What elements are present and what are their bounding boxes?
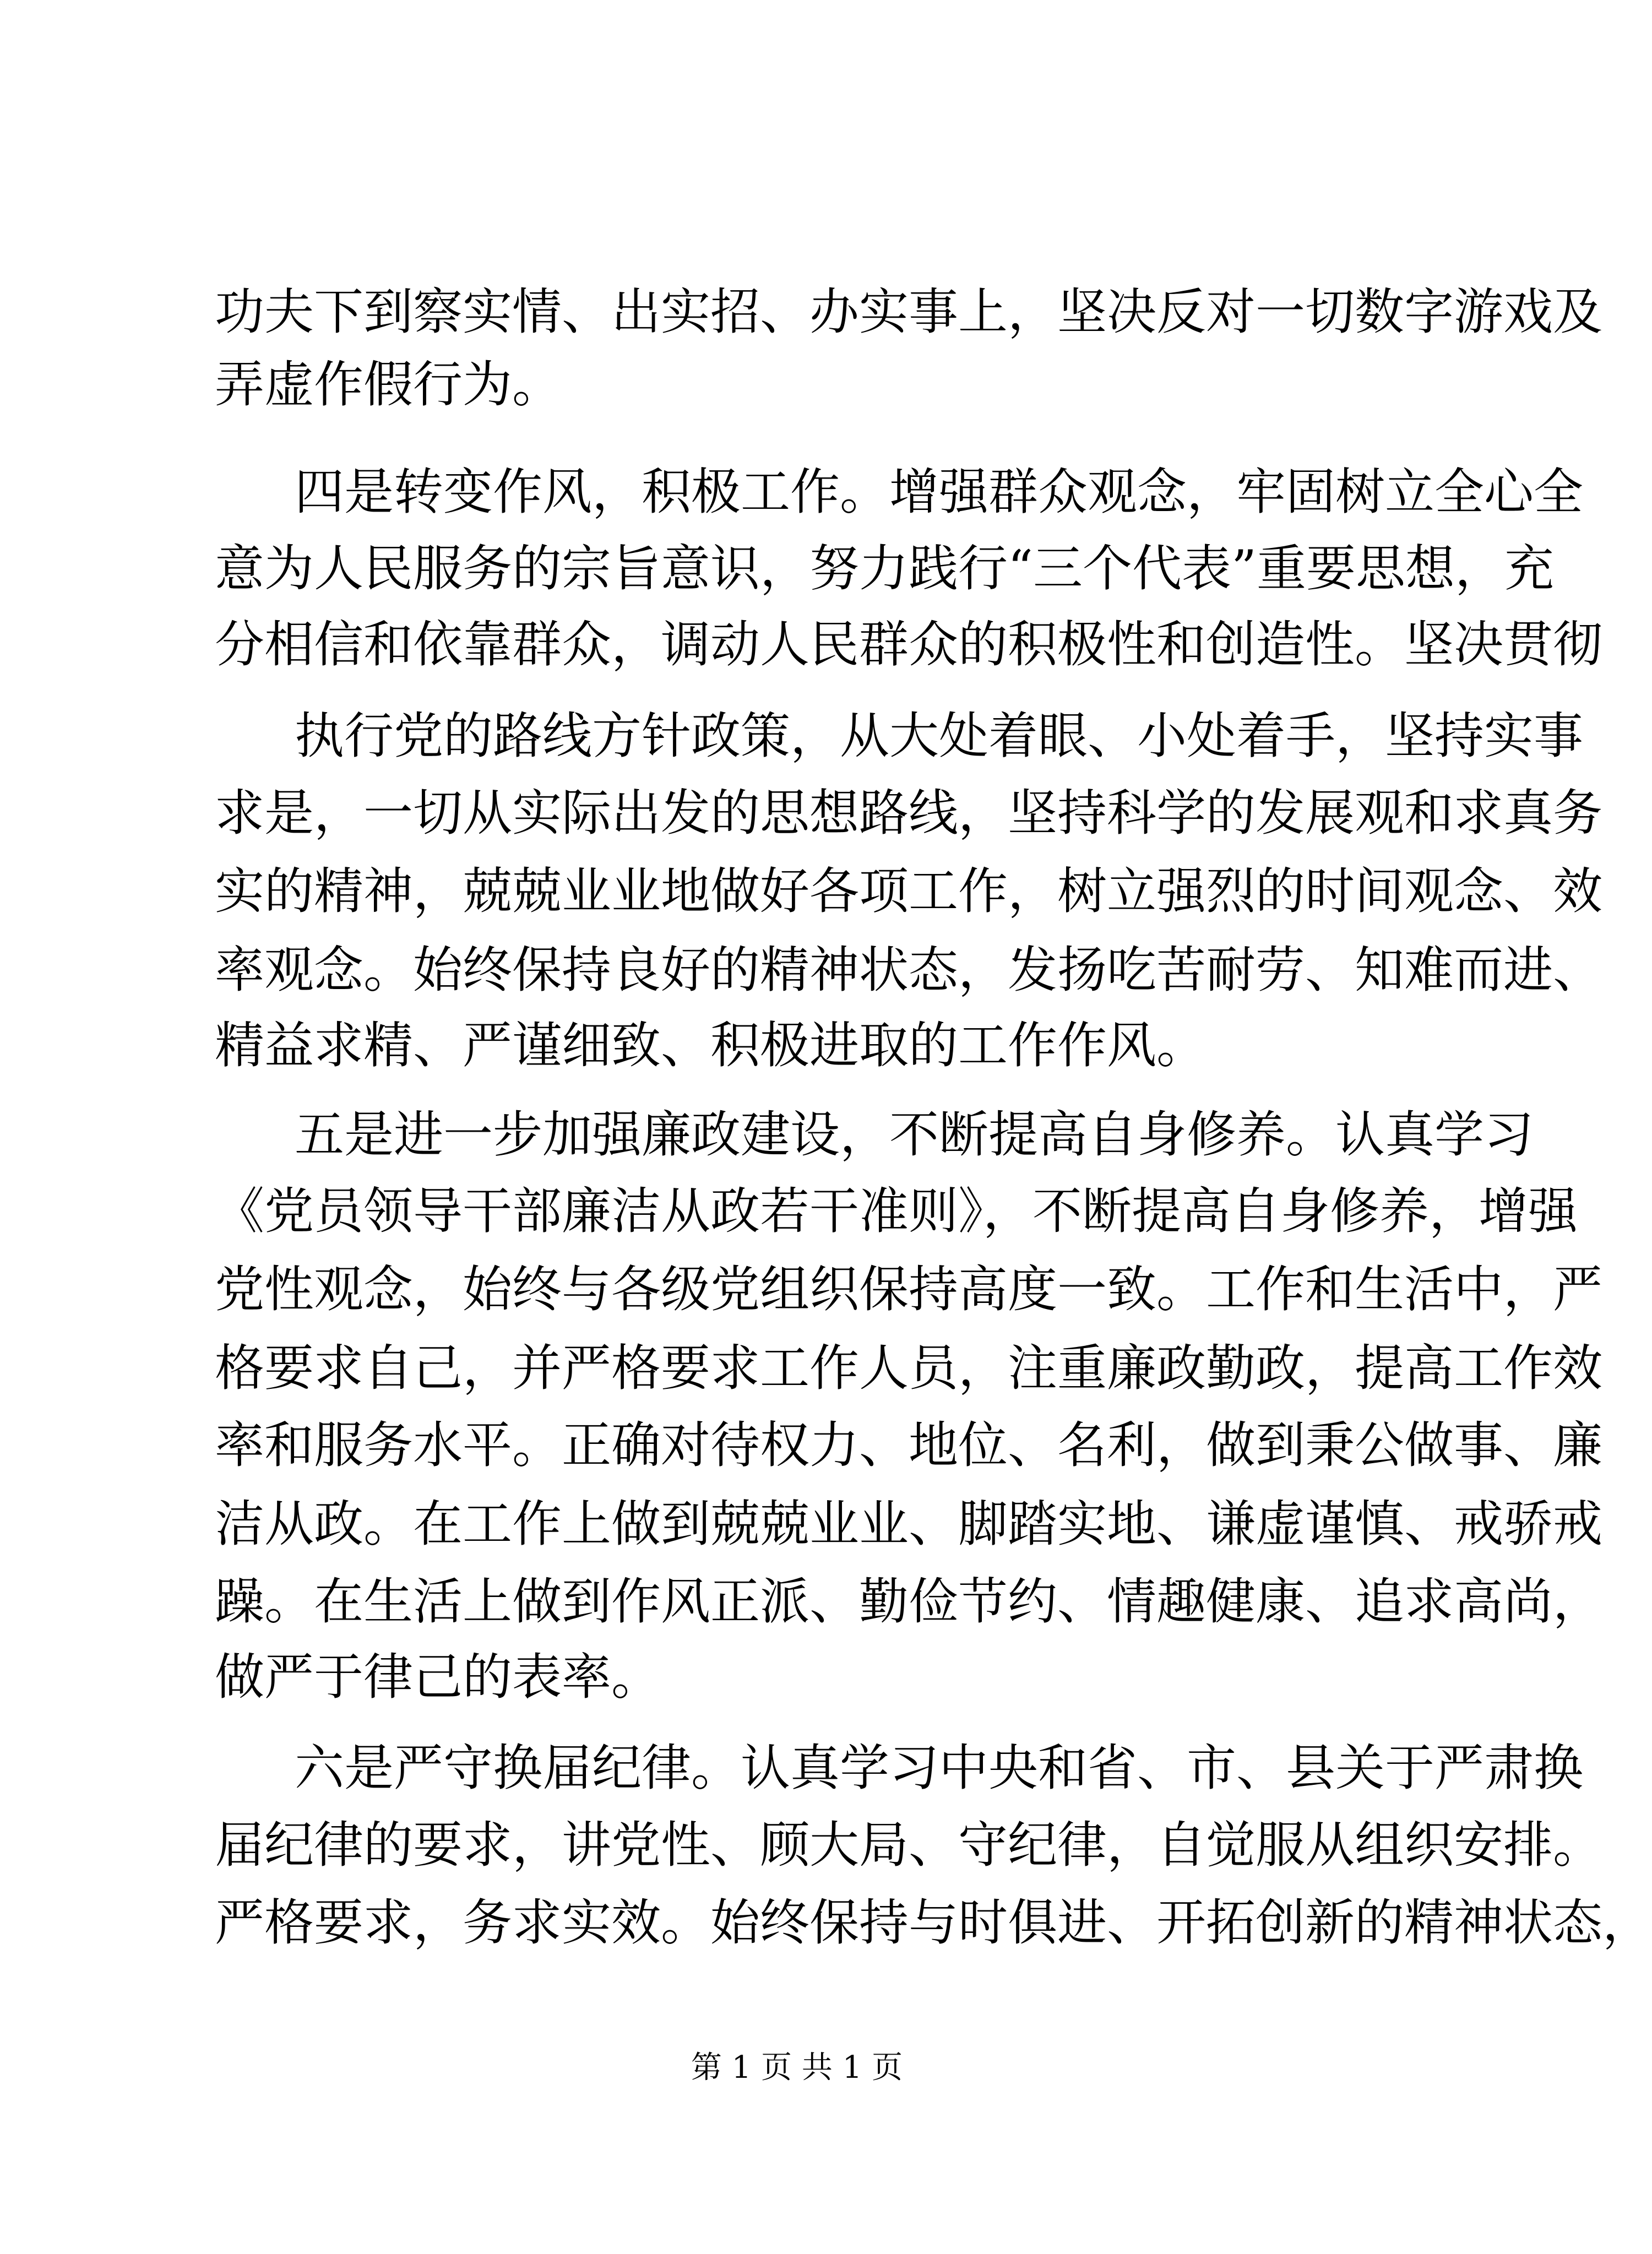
text-line: 功夫下到察实情、出实招、办实事上，坚决反对一切数字游戏及 (215, 283, 1602, 341)
text-line: 躁。在生活上做到作风正派、勤俭节约、情趣健康、追求高尚， (215, 1573, 1602, 1631)
text-line: 意为人民服务的宗旨意识，努力践行“三个代表”重要思想，充 (215, 540, 1555, 598)
paragraph-start-line: 执行党的路线方针政策，从大处着眼、小处着手，坚持实事 (295, 707, 1583, 765)
text-line: 实的精神，兢兢业业地做好各项工作，树立强烈的时间观念、效 (215, 862, 1602, 920)
text-line: 党性观念，始终与各级党组织保持高度一致。工作和生活中，严 (215, 1261, 1602, 1318)
text-line: 率观念。始终保持良好的精神状态，发扬吃苦耐劳、知难而进、 (215, 941, 1602, 999)
paragraph-start-line: 五是进一步加强廉政建设，不断提高自身修养。认真学习 (295, 1106, 1534, 1164)
text-line: 《党员领导干部廉洁从政若干准则》，不断提高自身修养，增强 (215, 1182, 1578, 1240)
text-line: 做严于律己的表率。 (215, 1648, 661, 1706)
text-line: 格要求自己，并严格要求工作人员，注重廉政勤政，提高工作效 (215, 1339, 1602, 1397)
paragraph-start-line: 四是转变作风，积极工作。增强群众观念，牢固树立全心全 (295, 463, 1583, 521)
text-line: 严格要求，务求实效。始终保持与时俱进、开拓创新的精神状态， (215, 1894, 1652, 1952)
page-number-footer: 第 1 页 共 1 页 (691, 2050, 903, 2085)
text-line: 分相信和依靠群众，调动人民群众的积极性和创造性。坚决贯彻 (215, 616, 1602, 674)
text-line: 洁从政。在工作上做到兢兢业业、脚踏实地、谦虚谨慎、戒骄戒 (215, 1495, 1602, 1553)
text-line: 率和服务水平。正确对待权力、地位、名利，做到秉公做事、廉 (215, 1416, 1602, 1474)
text-line: 求是，一切从实际出发的思想路线，坚持科学的发展观和求真务 (215, 784, 1602, 842)
text-line: 精益求精、严谨细致、积极进取的工作作风。 (215, 1017, 1206, 1074)
text-line: 弄虚作假行为。 (215, 356, 562, 414)
text-line: 届纪律的要求，讲党性、顾大局、守纪律，自觉服从组织安排。 (215, 1816, 1602, 1874)
paragraph-start-line: 六是严守换届纪律。认真学习中央和省、市、县关于严肃换 (295, 1739, 1583, 1797)
